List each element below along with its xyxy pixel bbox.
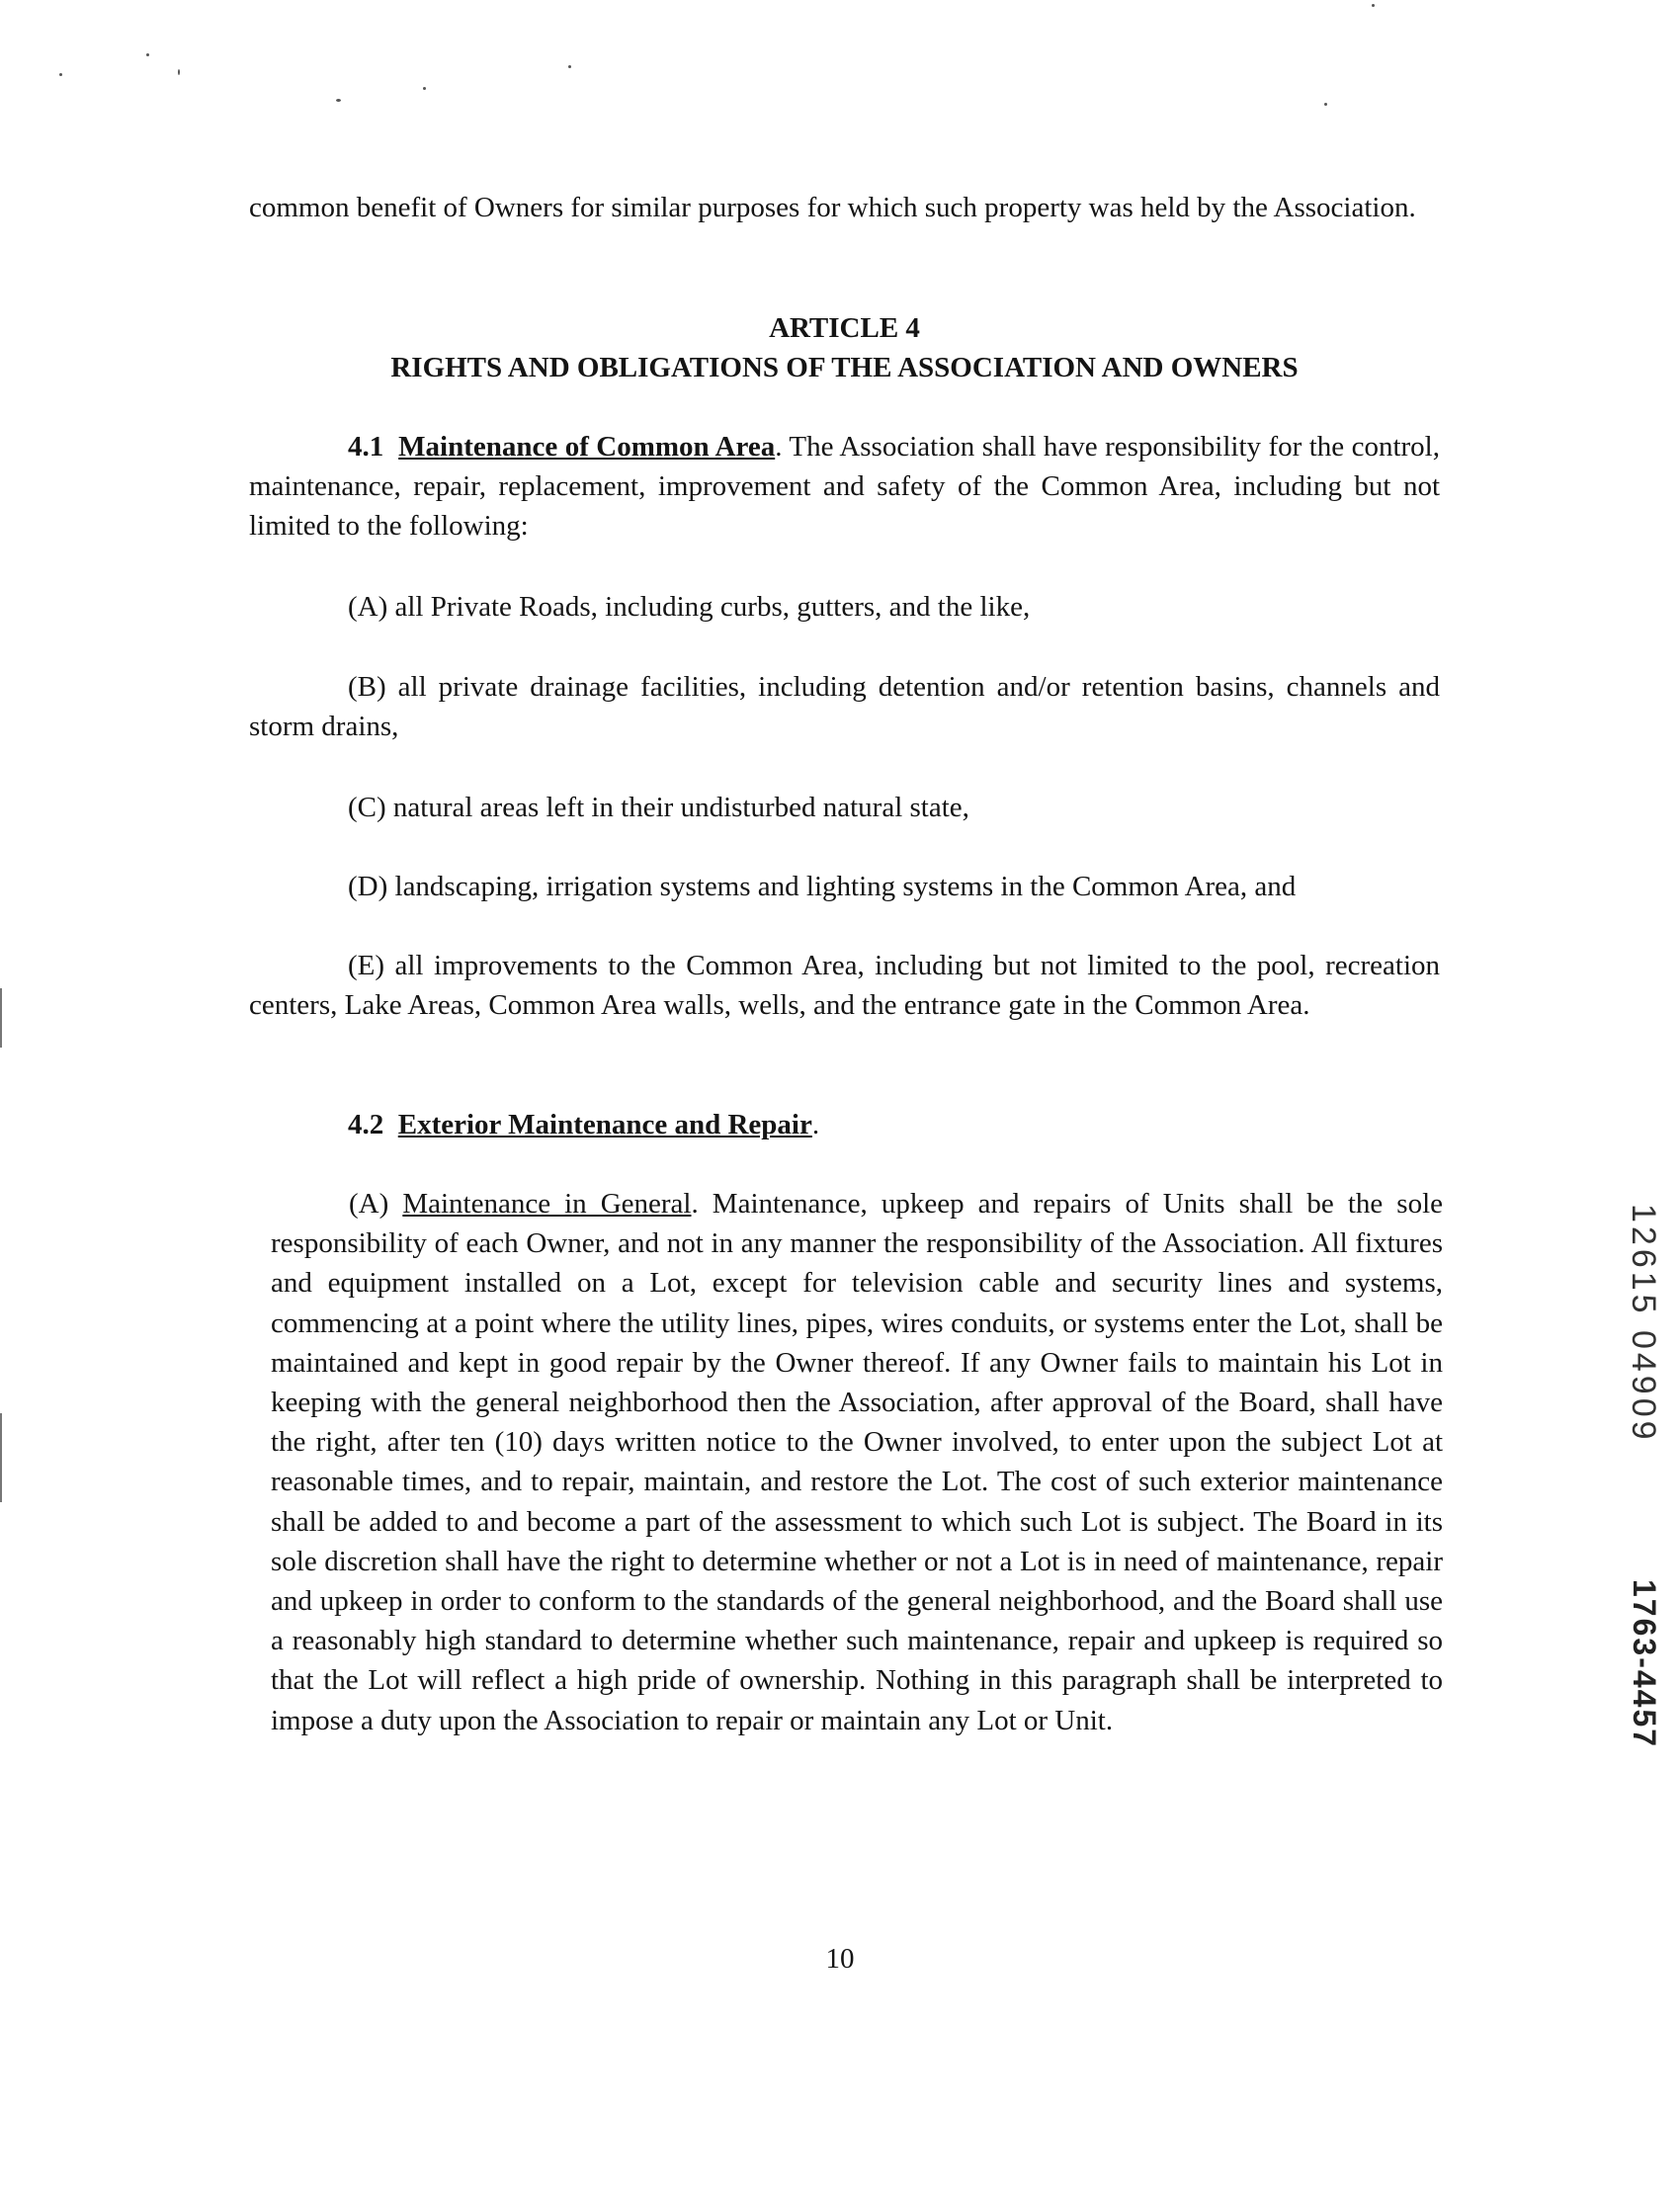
section-number: 4.2 bbox=[348, 1109, 384, 1140]
section-punct: . bbox=[811, 1109, 820, 1140]
section-4-1 bbox=[249, 427, 1440, 546]
section-4-2 bbox=[249, 1105, 1440, 1144]
subsection-label: (A) bbox=[349, 1188, 389, 1220]
scan-speck bbox=[1324, 103, 1327, 106]
subsection-a bbox=[271, 1184, 1443, 1740]
book-page-stamp: 1763-4457 bbox=[1627, 1579, 1662, 1749]
scan-edge bbox=[0, 1413, 2, 1502]
scan-speck bbox=[336, 99, 341, 102]
list-item-b: (B) all private drainage facilities, including detention and/or retention basins, channels and storm drains, bbox=[249, 671, 1440, 742]
subsection-text: . Maintenance, upkeep and repairs of Units shall be the sole responsibility of each Owner, and not in any manner the responsibility of the Association. All fixtures and equipment installed on a Lot, except for television cable and security lines and systems, commencing at a point where the utility lines, pipes, wires conduits, or systems enter the Lot, shall be maintained and kept in good repair by the Owner thereof. If any Owner fails to maintain his Lot in keeping with the general neighborhood then the Association, after approval of the Board, shall have the right, after ten (10) days written notice to the Owner involved, to enter upon the subject Lot at reasonable times, and to repair, maintain, and restore the Lot. The cost of such exterior maintenance shall be added to and become a part of the assessment to which such Lot is subject. The Board in its sole discretion shall have the right to determine whether or not a Lot is in need of maintenance, repair and upkeep in order to conform to the standards of the general neighborhood, and the Board shall use a reasonably high standard to determine whether such maintenance, repair and upkeep is required so that the Lot will reflect a high pride of ownership. Nothing in this paragraph shall be interpreted to impose a duty upon the Association to repair or maintain any Lot or Unit. bbox=[271, 1188, 1444, 1736]
scan-speck bbox=[178, 69, 180, 75]
list-item-c: (C) natural areas left in their undisturbed natural state, bbox=[348, 792, 969, 823]
list-item-a: (A) all Private Roads, including curbs, gutters, and the like, bbox=[348, 591, 1031, 623]
scan-speck bbox=[59, 73, 62, 76]
section-text: . The Association shall have responsibility for the control, maintenance, repair, replacement, improvement and safety of the Common Area, including but not limited to the following: bbox=[249, 431, 1440, 542]
article-title: RIGHTS AND OBLIGATIONS OF THE ASSOCIATION AND OWNERS bbox=[390, 352, 1299, 383]
scan-speck bbox=[146, 53, 149, 56]
section-heading: Exterior Maintenance and Repair bbox=[397, 1109, 812, 1140]
section-number: 4.1 bbox=[348, 431, 384, 463]
scan-speck bbox=[1372, 4, 1375, 7]
scan-speck bbox=[568, 65, 571, 68]
list-item-d: (D) landscaping, irrigation systems and lighting systems in the Common Area, and bbox=[348, 871, 1297, 902]
recording-stamp: 12615 04909 bbox=[1625, 1204, 1662, 1444]
subsection-heading: Maintenance in General bbox=[402, 1188, 692, 1220]
page-number: 10 bbox=[825, 1943, 855, 1975]
scan-edge bbox=[0, 988, 2, 1048]
list-item-e: (E) all improvements to the Common Area, including but not limited to the pool, recreation centers, Lake Areas, Common Area walls, wells, and the entrance gate in the Common Area. bbox=[249, 950, 1440, 1021]
section-heading: Maintenance of Common Area bbox=[398, 431, 776, 463]
continuation-paragraph: common benefit of Owners for similar purposes for which such property was held by the Association. bbox=[249, 192, 1416, 223]
article-number: ARTICLE 4 bbox=[769, 312, 920, 344]
scan-speck bbox=[423, 87, 426, 90]
